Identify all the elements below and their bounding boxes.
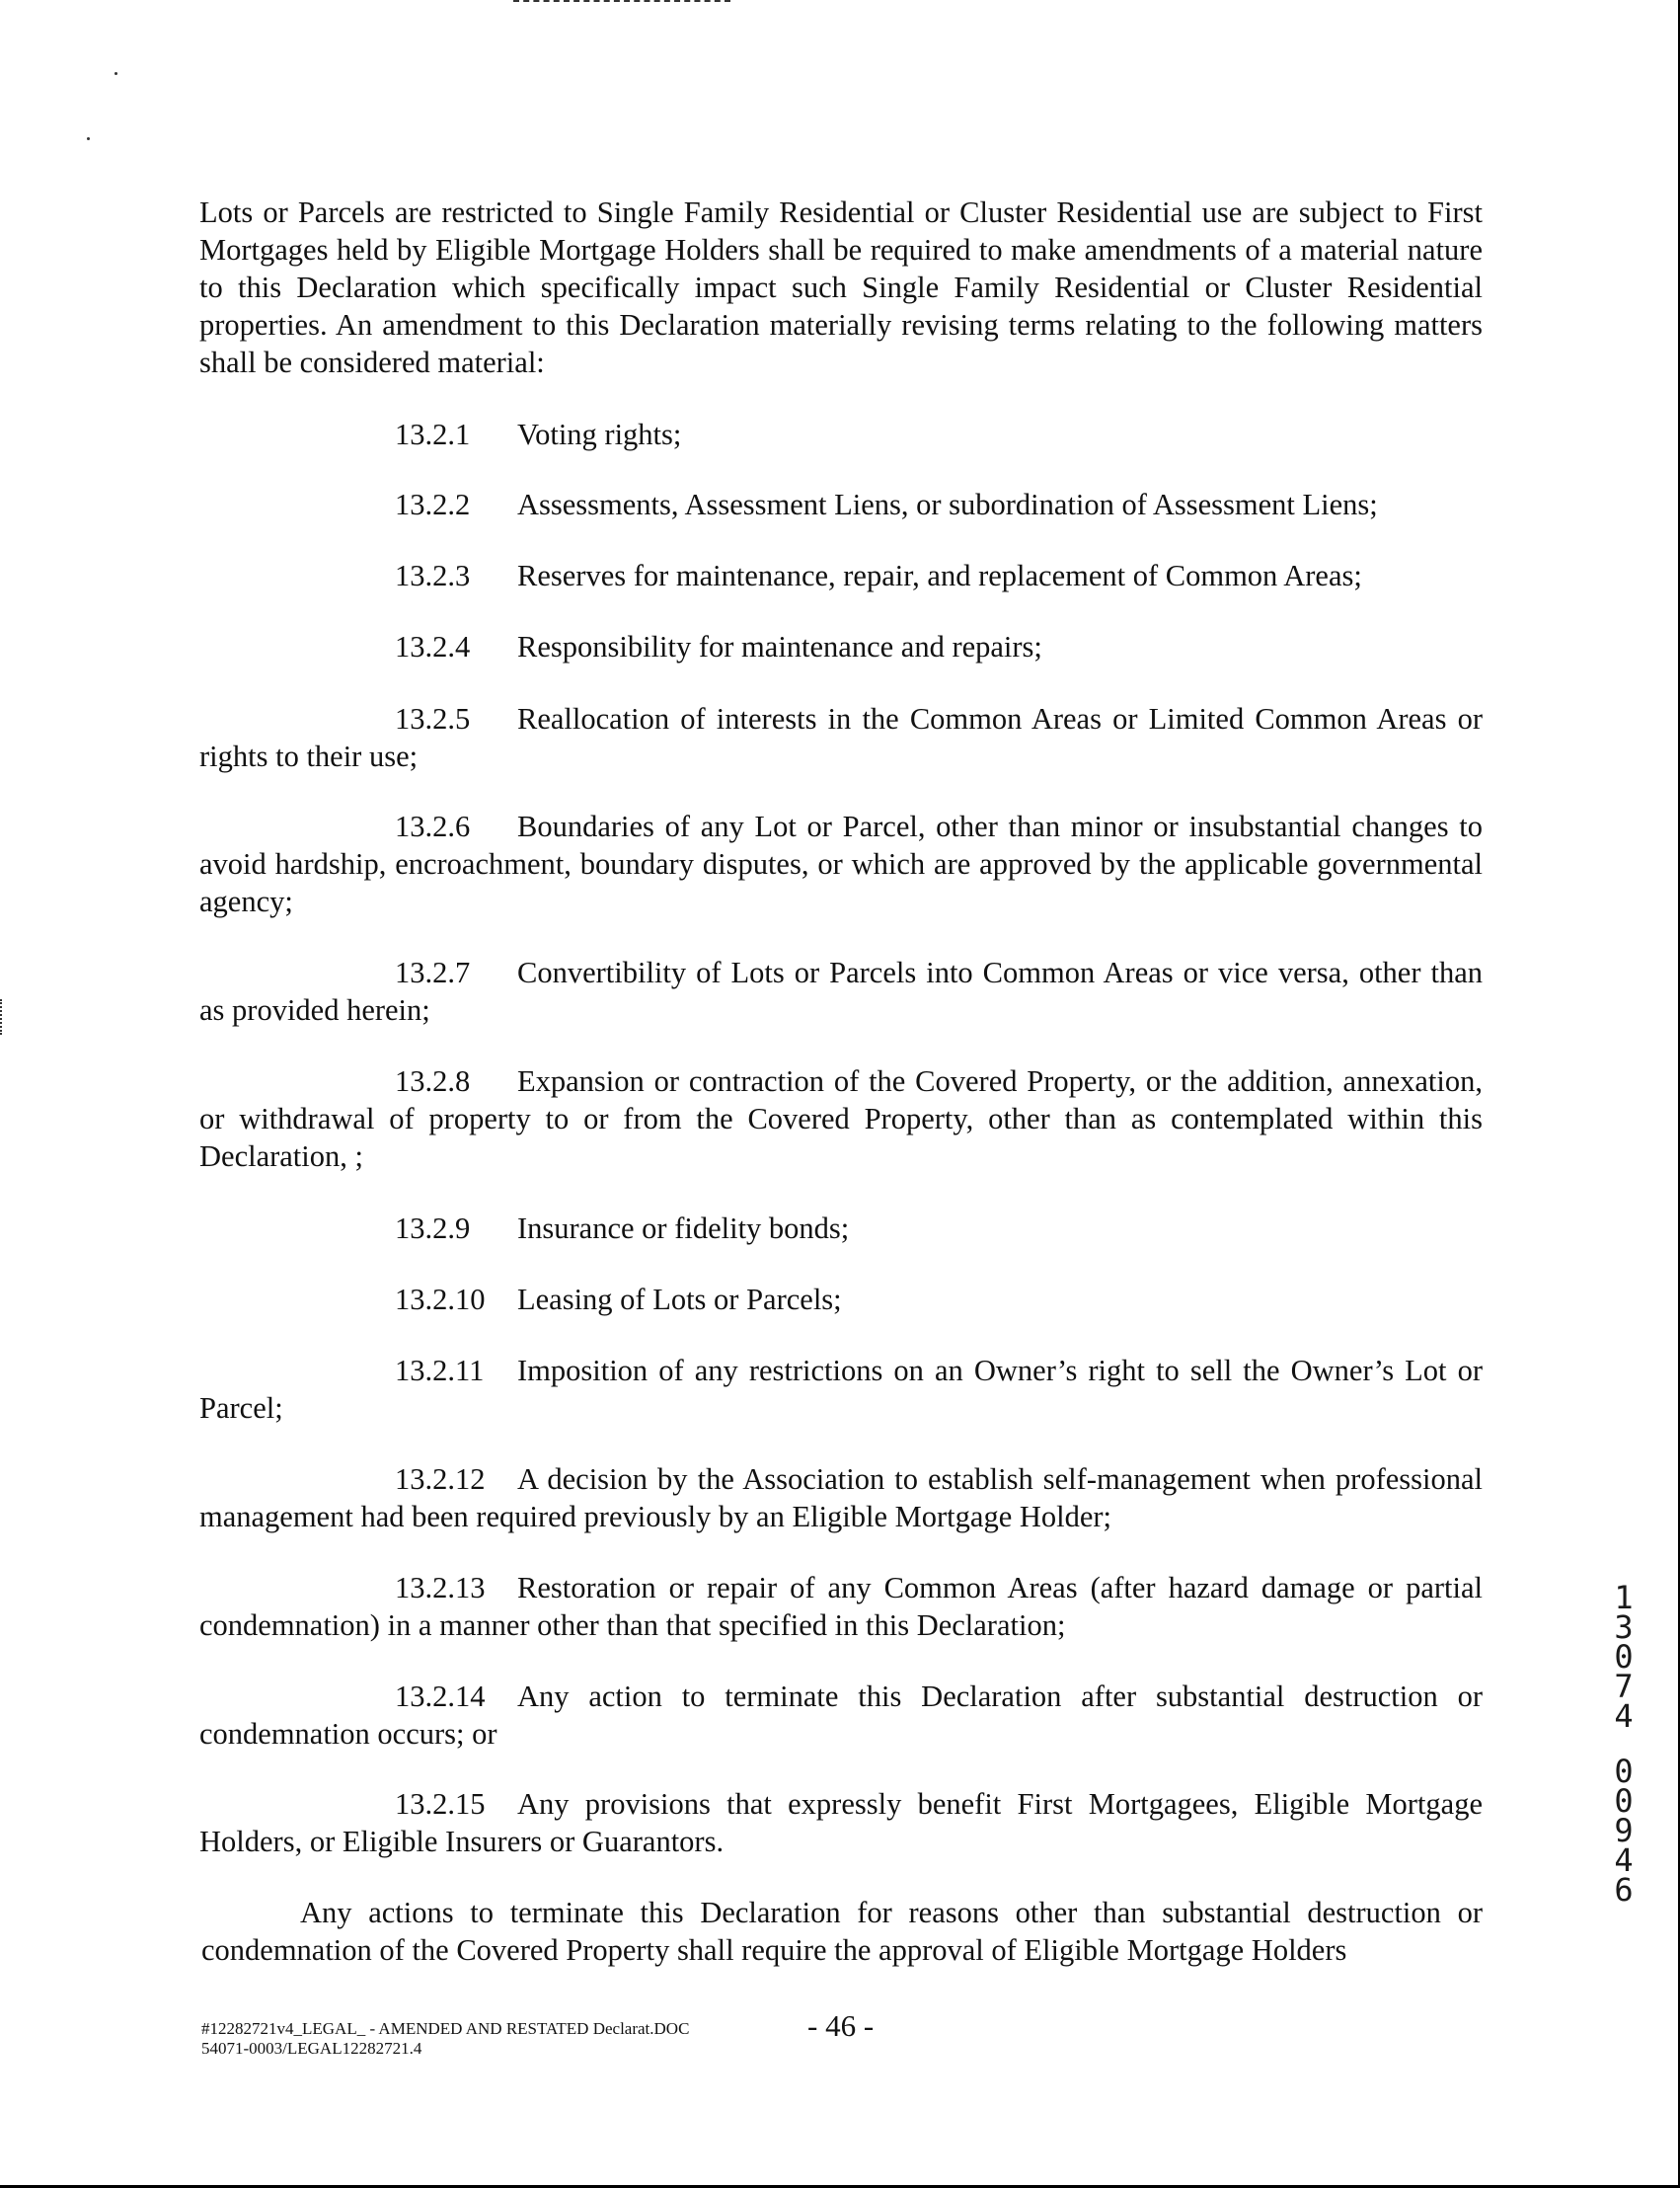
list-item (199, 628, 1483, 665)
item-number: 13.2.12 (395, 1462, 486, 1496)
scan-left-marks (0, 999, 5, 1035)
list-item (199, 954, 1483, 1029)
footer-doc-line-1: #12282721v4_LEGAL_ - AMENDED AND RESTATED Declarat.DOC (201, 2019, 690, 2038)
list-item (199, 1352, 1483, 1427)
scan-top-edge (513, 0, 730, 4)
stamp-digit: 0 (1614, 1753, 1634, 1790)
list-item (199, 1210, 1483, 1247)
stamp-digit: 7 (1614, 1668, 1634, 1705)
list-item (199, 808, 1483, 920)
item-number: 13.2.4 (395, 630, 471, 664)
list-item (199, 1460, 1483, 1535)
item-text: Restoration or repair of any Common Areas (after hazard damage or partial condemnation) in a manner other than that specified in this Declaration; (199, 1571, 1483, 1642)
item-number: 13.2.1 (395, 418, 471, 451)
item-text: Reallocation of interests in the Common Areas or Limited Common Areas or rights to their use; (199, 702, 1483, 773)
item-text: Responsibility for maintenance and repairs; (517, 630, 1042, 664)
stamp-digit: 6 (1614, 1871, 1634, 1909)
item-number: 13.2.11 (395, 1354, 485, 1387)
stamp-digit: 0 (1614, 1782, 1634, 1820)
item-text: Voting rights; (517, 418, 682, 451)
list-item (199, 1678, 1483, 1753)
list-item (199, 486, 1483, 523)
list-item (199, 1062, 1483, 1175)
item-text: Any provisions that expressly benefit First Mortgagees, Eligible Mortgage Holders, or Eligible Insurers or Guarantors. (199, 1787, 1483, 1858)
item-text: Boundaries of any Lot or Parcel, other than minor or insubstantial changes to avoid hardship, encroachment, boundary disputes, or which are approved by the applicable governmental agency; (199, 810, 1483, 918)
item-number: 13.2.2 (395, 488, 471, 521)
item-number: 13.2.13 (395, 1571, 486, 1604)
stamp-digit: 4 (1614, 1841, 1634, 1879)
list-item (199, 1569, 1483, 1644)
item-text: A decision by the Association to establish self-management when professional management had been required previously by an Eligible Mortgage Holder; (199, 1462, 1483, 1533)
intro-paragraph (199, 194, 1483, 381)
footer-doc-line-2: 54071-0003/LEGAL12282721.4 (201, 2039, 422, 2058)
scan-speck (87, 137, 90, 140)
item-number: 13.2.14 (395, 1680, 486, 1713)
item-text: Imposition of any restrictions on an Owner’s right to sell the Owner’s Lot or Parcel; (199, 1354, 1483, 1425)
item-text: Convertibility of Lots or Parcels into Common Areas or vice versa, other than as provided herein; (199, 956, 1483, 1027)
item-text: Any action to terminate this Declaration after substantial destruction or condemnation occurs; or (199, 1680, 1483, 1751)
item-text: Leasing of Lots or Parcels; (517, 1283, 842, 1316)
stamp-digit: 1 (1614, 1579, 1634, 1616)
intro-paragraph-text: Lots or Parcels are restricted to Single Family Residential or Cluster Residential use are subject to First Mortgages held by Eligible Mortgage Holders shall be required to make amendments of a material nature to this Declaration which specifically impact such Single Family Residential or Cluster Residential properties. An amendment to this Declaration materially revising terms relating to the following matters shall be considered material: (199, 195, 1483, 379)
item-number: 13.2.8 (395, 1064, 471, 1098)
item-text: Expansion or contraction of the Covered Property, or the addition, annexation, or withdrawal of property to or from the Covered Property, other than as contemplated within this Declaration, ; (199, 1064, 1483, 1173)
item-number: 13.2.3 (395, 559, 471, 592)
stamp-digit: 0 (1614, 1638, 1634, 1676)
item-number: 13.2.5 (395, 702, 471, 736)
item-number: 13.2.10 (395, 1283, 486, 1316)
item-number: 13.2.9 (395, 1211, 471, 1245)
list-item (199, 557, 1483, 594)
item-text: Insurance or fidelity bonds; (517, 1211, 850, 1245)
page-number: - 46 - (807, 2008, 875, 2043)
list-item (199, 416, 1483, 453)
recording-number-stamp (1607, 1579, 1641, 1909)
footer-document-id (201, 2019, 689, 2059)
item-text: Reserves for maintenance, repair, and replacement of Common Areas; (517, 559, 1362, 592)
item-number: 13.2.15 (395, 1787, 486, 1821)
item-text: Assessments, Assessment Liens, or subordination of Assessment Liens; (517, 488, 1378, 521)
item-number: 13.2.7 (395, 956, 471, 989)
closing-paragraph: Any actions to terminate this Declaration for reasons other than substantial destruction or condemnation of the Covered Property shall require the approval of Eligible Mortgage Holders (201, 1896, 1483, 1967)
stamp-digit: 3 (1614, 1608, 1634, 1646)
list-item (199, 700, 1483, 775)
item-number: 13.2.6 (395, 810, 471, 843)
stamp-digit: 4 (1614, 1697, 1634, 1735)
scan-speck (115, 72, 117, 75)
stamp-digit: 9 (1614, 1812, 1634, 1849)
list-item (199, 1281, 1483, 1318)
list-item (199, 1785, 1483, 1860)
